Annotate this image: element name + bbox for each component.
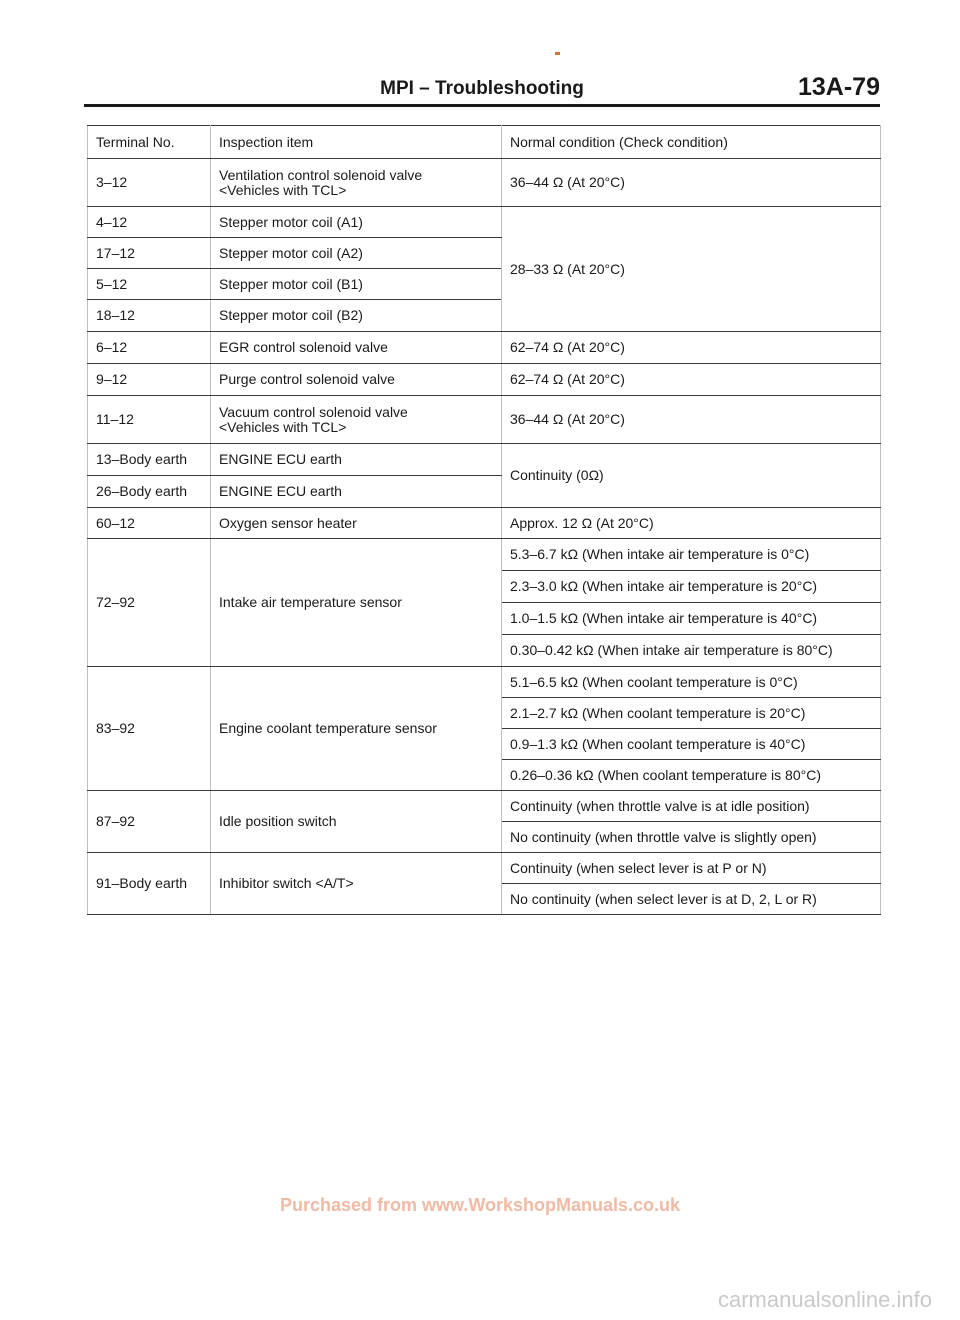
color-mark [555, 52, 560, 55]
column-header-terminal: Terminal No. [88, 126, 211, 159]
column-header-inspection-item: Inspection item [211, 126, 502, 159]
condition-cell: 2.1–2.7 kΩ (When coolant temperature is 20°C) [502, 698, 881, 729]
table-row [88, 396, 881, 444]
condition-cell: 0.30–0.42 kΩ (When intake air temperature is 80°C) [502, 635, 881, 667]
terminal-cell: 6–12 [88, 332, 211, 364]
terminal-cell: 87–92 [88, 791, 211, 853]
item-subtext: <Vehicles with TCL> [219, 181, 347, 198]
terminal-cell: 13–Body earth [88, 444, 211, 476]
table-row [88, 791, 881, 822]
terminal-cell: 5–12 [88, 269, 211, 300]
condition-cell: 0.26–0.36 kΩ (When coolant temperature is 80°C) [502, 760, 881, 791]
terminal-cell: 60–12 [88, 508, 211, 539]
table-row [88, 539, 881, 571]
item-cell: Stepper motor coil (A2) [211, 238, 502, 269]
item-cell: Stepper motor coil (B2) [211, 300, 502, 332]
item-cell: Oxygen sensor heater [211, 508, 502, 539]
condition-cell: 36–44 Ω (At 20°C) [502, 159, 881, 207]
item-cell [211, 396, 502, 444]
terminal-cell: 72–92 [88, 539, 211, 667]
condition-cell: Approx. 12 Ω (At 20°C) [502, 508, 881, 539]
item-cell: Idle position switch [211, 791, 502, 853]
header-rule [84, 104, 880, 107]
terminal-cell: 18–12 [88, 300, 211, 332]
condition-cell: Continuity (when select lever is at P or N) [502, 853, 881, 884]
terminal-cell: 91–Body earth [88, 853, 211, 915]
terminal-cell: 83–92 [88, 667, 211, 791]
terminal-cell: 9–12 [88, 364, 211, 396]
terminal-cell: 4–12 [88, 207, 211, 238]
terminal-cell: 26–Body earth [88, 476, 211, 508]
page-header [84, 70, 880, 106]
item-cell: EGR control solenoid valve [211, 332, 502, 364]
condition-cell: 5.1–6.5 kΩ (When coolant temperature is 0°C) [502, 667, 881, 698]
terminal-cell: 3–12 [88, 159, 211, 207]
table-row [88, 444, 881, 476]
table-row [88, 853, 881, 884]
item-cell: Inhibitor switch <A/T> [211, 853, 502, 915]
condition-cell: Continuity (0Ω) [502, 444, 881, 508]
table-row [88, 332, 881, 364]
table-header-row [88, 126, 881, 159]
terminal-cell: 11–12 [88, 396, 211, 444]
inspection-table [87, 125, 881, 915]
table-row [88, 207, 881, 238]
site-watermark: carmanualsonline.info [717, 1287, 932, 1312]
condition-cell: 1.0–1.5 kΩ (When intake air temperature is 40°C) [502, 603, 881, 635]
condition-cell: 62–74 Ω (At 20°C) [502, 364, 881, 396]
item-text: Vacuum control solenoid valve [219, 403, 408, 420]
page-number: 13A-79 [798, 73, 880, 101]
item-cell: Stepper motor coil (A1) [211, 207, 502, 238]
item-cell [211, 159, 502, 207]
condition-cell: 62–74 Ω (At 20°C) [502, 332, 881, 364]
column-header-normal-condition: Normal condition (Check condition) [502, 126, 881, 159]
item-cell: ENGINE ECU earth [211, 476, 502, 508]
table-row [88, 159, 881, 207]
table-row [88, 508, 881, 539]
condition-cell: 2.3–3.0 kΩ (When intake air temperature is 20°C) [502, 571, 881, 603]
purchase-footer: Purchased from www.WorkshopManuals.co.uk [279, 1195, 681, 1215]
page-title: MPI – Troubleshooting [380, 78, 584, 99]
condition-cell: 28–33 Ω (At 20°C) [502, 207, 881, 332]
condition-cell: Continuity (when throttle valve is at idle position) [502, 791, 881, 822]
item-cell: Intake air temperature sensor [211, 539, 502, 667]
item-subtext: <Vehicles with TCL> [219, 418, 347, 435]
condition-cell: 5.3–6.7 kΩ (When intake air temperature is 0°C) [502, 539, 881, 571]
condition-cell: No continuity (when throttle valve is slightly open) [502, 822, 881, 853]
terminal-cell: 17–12 [88, 238, 211, 269]
item-cell: Stepper motor coil (B1) [211, 269, 502, 300]
item-cell: Engine coolant temperature sensor [211, 667, 502, 791]
item-cell: Purge control solenoid valve [211, 364, 502, 396]
item-text: Ventilation control solenoid valve [219, 166, 423, 183]
table-row [88, 364, 881, 396]
condition-cell: 0.9–1.3 kΩ (When coolant temperature is 40°C) [502, 729, 881, 760]
item-cell: ENGINE ECU earth [211, 444, 502, 476]
condition-cell: 36–44 Ω (At 20°C) [502, 396, 881, 444]
table-row [88, 667, 881, 698]
condition-cell: No continuity (when select lever is at D, 2, L or R) [502, 884, 881, 915]
